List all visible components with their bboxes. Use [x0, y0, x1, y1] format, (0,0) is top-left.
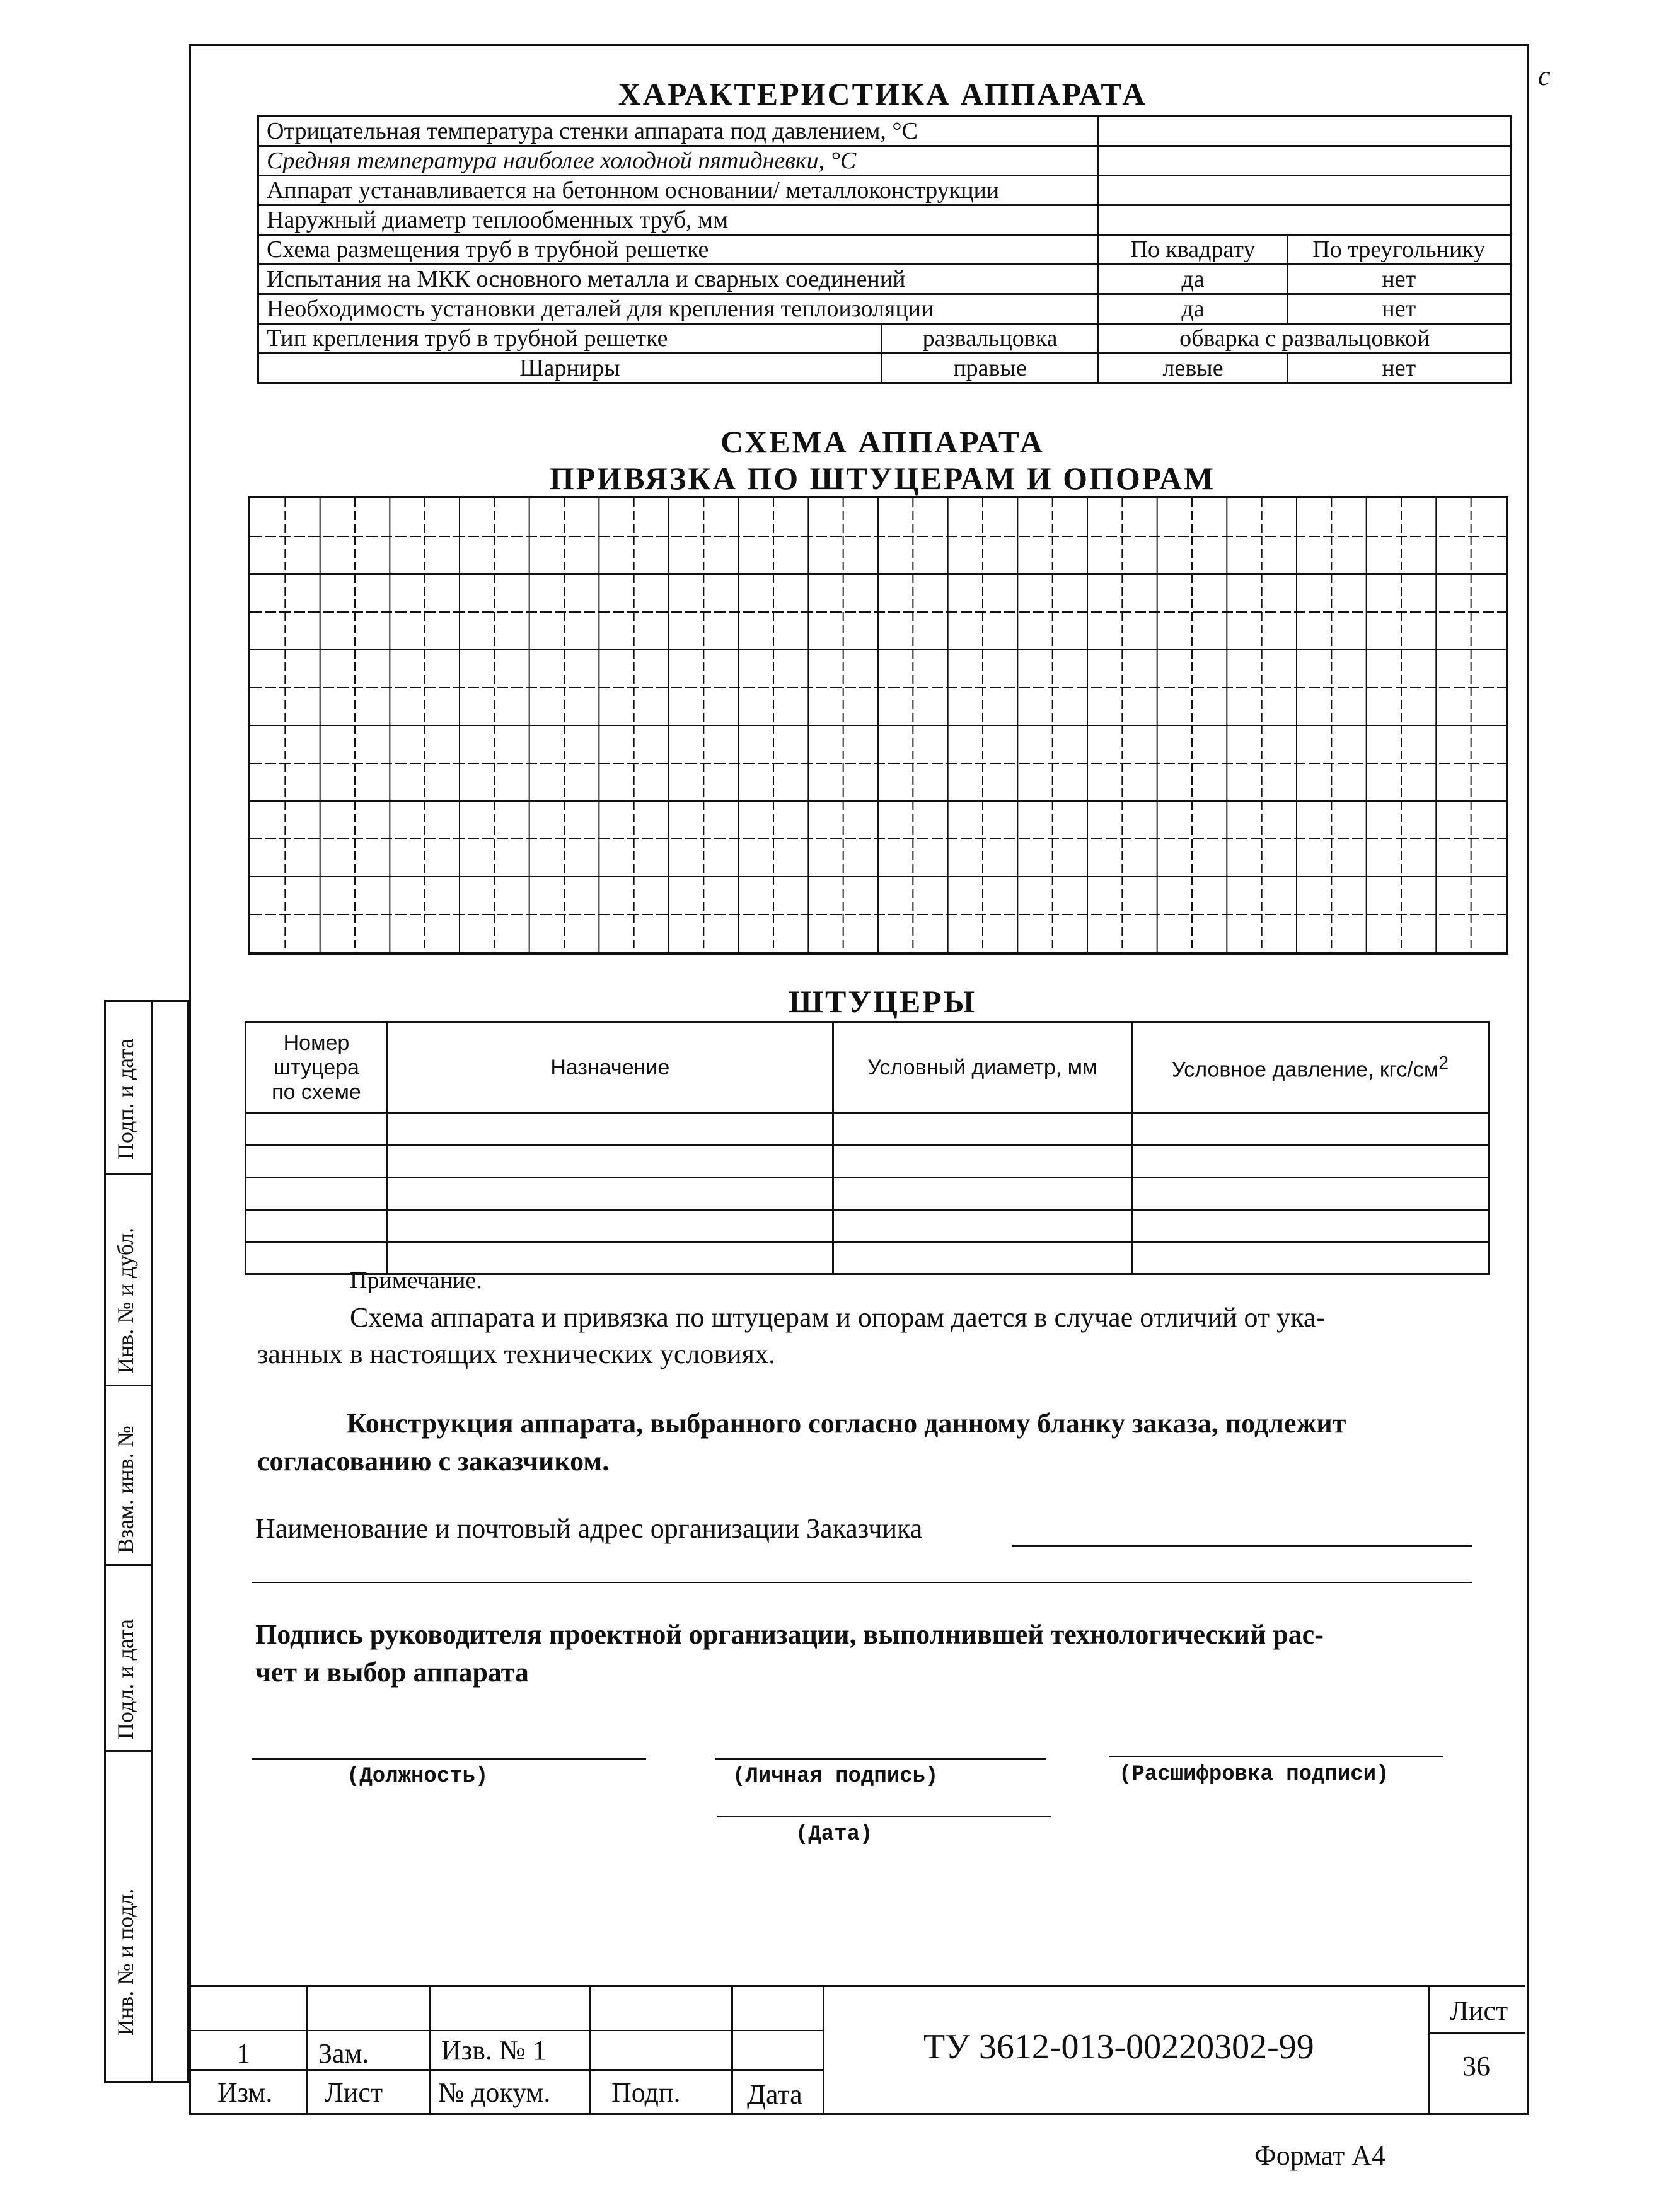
char-label: Наружный диаметр теплообменных труб, мм: [258, 205, 1099, 235]
nozzles-title: ШТУЦЕРЫ: [789, 984, 976, 1019]
date-label: (Дата): [795, 1823, 873, 1846]
characteristics-table: [257, 115, 1512, 384]
position-line: [252, 1758, 646, 1760]
char-option: левые: [1099, 354, 1287, 383]
page-corner-mark: c: [1538, 60, 1551, 91]
decode-line: [1109, 1756, 1443, 1757]
sheet-number: 36: [1462, 2051, 1490, 2082]
char-option: развальцовка: [881, 324, 1099, 354]
construction-line2: согласованию с заказчиком.: [257, 1446, 610, 1477]
table-header-row: [246, 1022, 1489, 1114]
char-label: Тип крепления труб в трубной решетке: [258, 324, 882, 354]
char-label: Необходимость установки деталей для крепления теплоизоляции: [258, 294, 1099, 324]
char-option: обварка с развальцовкой: [1099, 324, 1511, 354]
note-label: Примечание.: [350, 1267, 482, 1294]
char-label: Испытания на МКК основного металла и сварных соединений: [258, 265, 1099, 294]
char-option: да: [1099, 294, 1287, 324]
char-option: правые: [881, 354, 1099, 383]
char-option: да: [1099, 265, 1287, 294]
table-row: [258, 354, 1511, 383]
side-stamp-label: Инв. № и подл.: [113, 1888, 138, 2036]
table-row: [246, 1114, 1489, 1146]
stamp-notice: Изв. № 1: [441, 2035, 547, 2066]
char-value: [1099, 205, 1511, 235]
col-diameter-header: Условный диаметр, мм: [833, 1022, 1131, 1114]
table-row: [258, 235, 1511, 265]
stamp-header-doc: № докум.: [438, 2077, 551, 2108]
date-line: [717, 1816, 1051, 1817]
char-value: [1099, 117, 1511, 146]
table-row: [258, 294, 1511, 324]
table-row: [258, 265, 1511, 294]
col-pressure-sup: 2: [1438, 1052, 1449, 1073]
format-label: Формат А4: [1254, 2140, 1386, 2171]
table-row: [258, 176, 1511, 205]
stamp-header-date: Дата: [747, 2079, 802, 2110]
sheet-label: Лист: [1450, 1995, 1508, 2026]
char-value: [1099, 146, 1511, 176]
col-purpose-header: Назначение: [387, 1022, 833, 1114]
customer-line: [1012, 1545, 1472, 1547]
col-pressure-header: [1131, 1022, 1488, 1114]
char-label: Отрицательная температура стенки аппарата под давлением, °С: [258, 117, 1099, 146]
note-line1: Схема аппарата и привязка по штуцерам и опорам дается в случае отличий от ука-: [350, 1302, 1326, 1333]
decode-label: (Расшифровка подписи): [1119, 1763, 1389, 1787]
col-number-header: Номер штуцера по схеме: [246, 1022, 388, 1114]
title-block: [189, 1985, 1525, 2111]
construction-line1: Конструкция аппарата, выбранного согласно данному бланку заказа, подлежит: [347, 1408, 1346, 1439]
note-line2: занных в настоящих технических условиях.: [257, 1339, 775, 1369]
scheme-title: СХЕМА АППАРАТА: [720, 424, 1044, 459]
char-label: Аппарат устанавливается на бетонном основании/ металлоконструкции: [258, 176, 1099, 205]
side-stamp: [104, 1000, 189, 2083]
nozzles-table: [245, 1021, 1490, 1275]
customer-line: [252, 1582, 1472, 1583]
table-row: [246, 1146, 1489, 1178]
personal-sign-line: [715, 1758, 1046, 1760]
char-option: нет: [1287, 354, 1510, 383]
char-option: нет: [1287, 265, 1510, 294]
table-row: [246, 1178, 1489, 1210]
side-stamp-label: Подл. и дата: [113, 1618, 138, 1739]
position-label: (Должность): [347, 1765, 489, 1789]
side-stamp-label: Инв. № и дубл.: [113, 1227, 138, 1374]
table-row: [258, 146, 1511, 176]
side-stamp-label: Взам. инв. №: [113, 1426, 138, 1553]
customer-label: Наименование и почтовый адрес организации Заказчика: [255, 1513, 923, 1544]
char-option: нет: [1287, 294, 1510, 324]
stamp-change-num: 1: [236, 2038, 250, 2069]
personal-sign-label: (Личная подпись): [732, 1765, 939, 1789]
char-value: [1099, 176, 1511, 205]
table-row: [258, 324, 1511, 354]
stamp-header-list: Лист: [325, 2077, 383, 2108]
table-row: [258, 205, 1511, 235]
side-stamp-label: Подп. и дата: [113, 1038, 138, 1160]
scheme-grid: [248, 496, 1508, 955]
characteristics-title: ХАРАКТЕРИСТИКА АППАРАТА: [618, 76, 1147, 112]
char-label: Шарниры: [258, 354, 882, 383]
stamp-zam: Зам.: [318, 2038, 369, 2069]
document-code: ТУ 3612-013-00220302-99: [923, 2027, 1314, 2066]
stamp-header-izm: Изм.: [217, 2077, 273, 2108]
signature-line2: чет и выбор аппарата: [255, 1657, 529, 1688]
signature-line1: Подпись руководителя проектной организации, выполнившей технологический рас-: [255, 1619, 1324, 1650]
char-label: Средняя температура наиболее холодной пятидневки, °С: [258, 146, 1099, 176]
table-row: [258, 117, 1511, 146]
char-option: По квадрату: [1099, 235, 1287, 265]
table-row: [246, 1210, 1489, 1242]
char-option: По треугольнику: [1287, 235, 1510, 265]
col-pressure-label: Условное давление, кгс/см: [1171, 1057, 1439, 1082]
char-label: Схема размещения труб в трубной решетке: [258, 235, 1099, 265]
stamp-header-sign: Подп.: [611, 2077, 681, 2108]
scheme-subtitle: ПРИВЯЗКА ПО ШТУЦЕРАМ И ОПОРАМ: [549, 461, 1216, 496]
